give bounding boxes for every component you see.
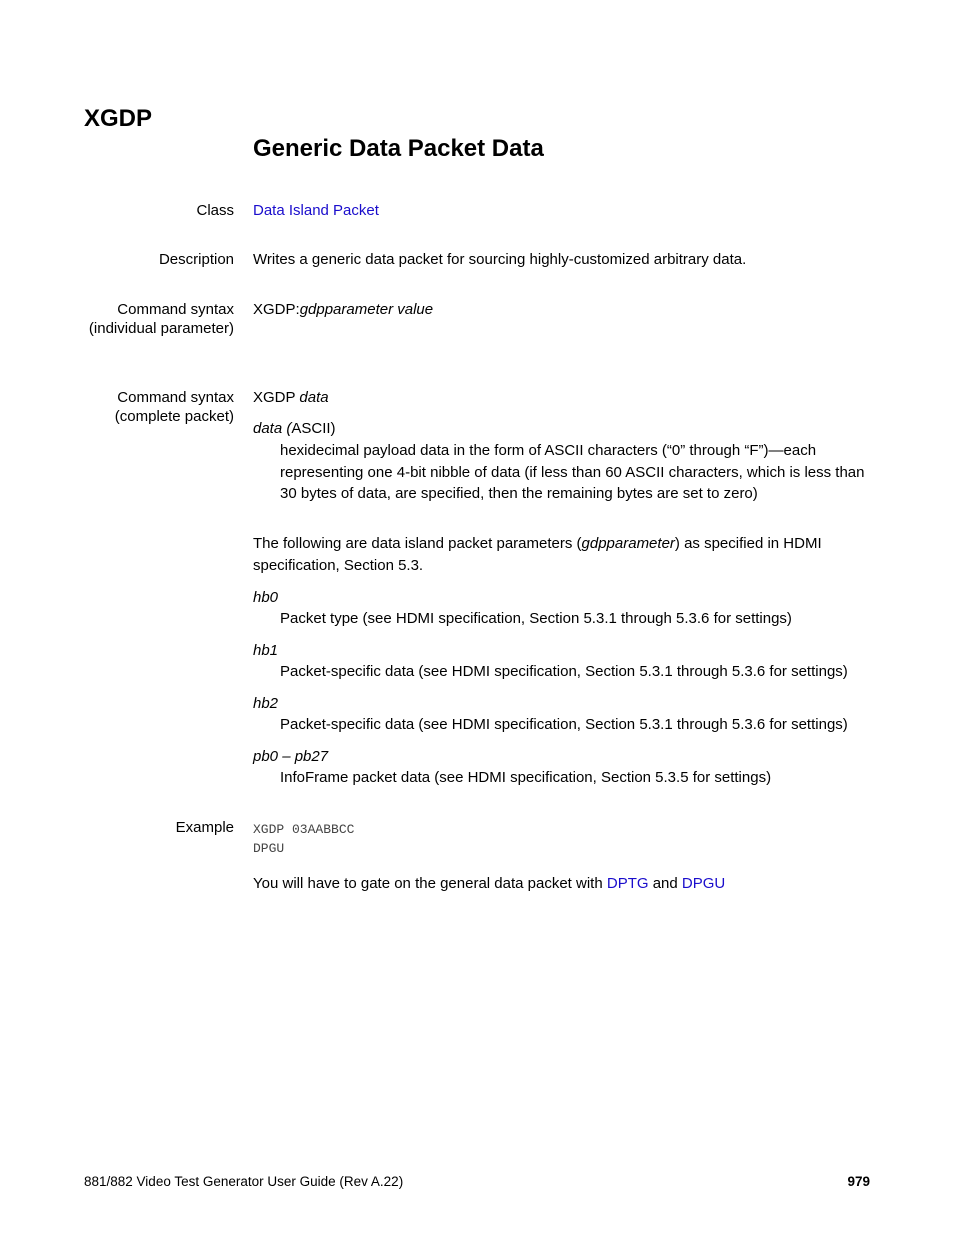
syntax-complete-prefix: XGDP [253,389,300,406]
page-subtitle: Generic Data Packet Data [253,135,544,162]
example-note [253,874,873,893]
dptg-link[interactable]: DPTG [606,875,649,892]
syntax-individual [253,300,433,319]
data-term-name: data ( [253,420,292,437]
params-intro-after: ) as specified in HDMI specification, Section 5.3. [253,535,822,574]
data-term [253,419,336,438]
dpgu-link[interactable]: DPGU [681,875,726,892]
param-name-text: hb0 [253,589,279,606]
description-label: Description [158,251,234,268]
params-intro-before: The following are data island packet parameters ( [253,535,582,552]
params-intro-term: gdpparameter [581,535,675,552]
param-name [253,694,278,713]
data-term-type: ASCII) [291,420,336,437]
syntax-complete [253,388,329,407]
class-link[interactable]: Data Island Packet [253,202,379,219]
example-note-before: You will have to gate on the general data packet with [253,875,607,892]
syntax-individual-param: gdpparameter value [299,301,434,318]
syntax-complete-param: data [299,389,329,406]
example-code-line: XGDP 03AABBCC [253,822,355,837]
data-description: hexidecimal payload data in the form of ASCII characters (“0” through “F”)—each representing one 4-bit nibble of data (if less than 60 ASCII characters, which is less than 30 bytes of data, are specified, then the remaining bytes are set to zero) [280,442,865,502]
param-name-text: hb2 [253,695,279,712]
command-title: XGDP [84,105,153,132]
param-description: Packet-specific data (see HDMI specification, Section 5.3.1 through 5.3.6 for settings) [280,663,848,680]
param-description: InfoFrame packet data (see HDMI specification, Section 5.3.5 for settings) [280,769,772,786]
param-name [253,641,278,660]
param-description: Packet type (see HDMI specification, Section 5.3.1 through 5.3.6 for settings) [280,610,792,627]
example-note-mid: and [648,875,682,892]
description-text: Writes a generic data packet for sourcing highly-customized arbitrary data. [253,251,747,268]
param-name [253,747,328,766]
params-intro [253,533,873,577]
class-label: Class [196,202,234,219]
page-number: 979 [847,1174,870,1189]
syntax-individual-label: Command syntax (individual parameter) [88,301,234,337]
example-label: Example [175,819,234,836]
param-name [253,588,278,607]
syntax-individual-prefix: XGDP: [253,301,300,318]
example-code-line: DPGU [253,841,285,856]
param-description: Packet-specific data (see HDMI specification, Section 5.3.1 through 5.3.6 for settings) [280,716,848,733]
param-name-text: hb1 [253,642,279,659]
syntax-complete-label: Command syntax (complete packet) [114,389,234,425]
param-name-text: pb0 – pb27 [253,748,329,765]
footer-title: 881/882 Video Test Generator User Guide (Rev A.22) [84,1174,404,1189]
